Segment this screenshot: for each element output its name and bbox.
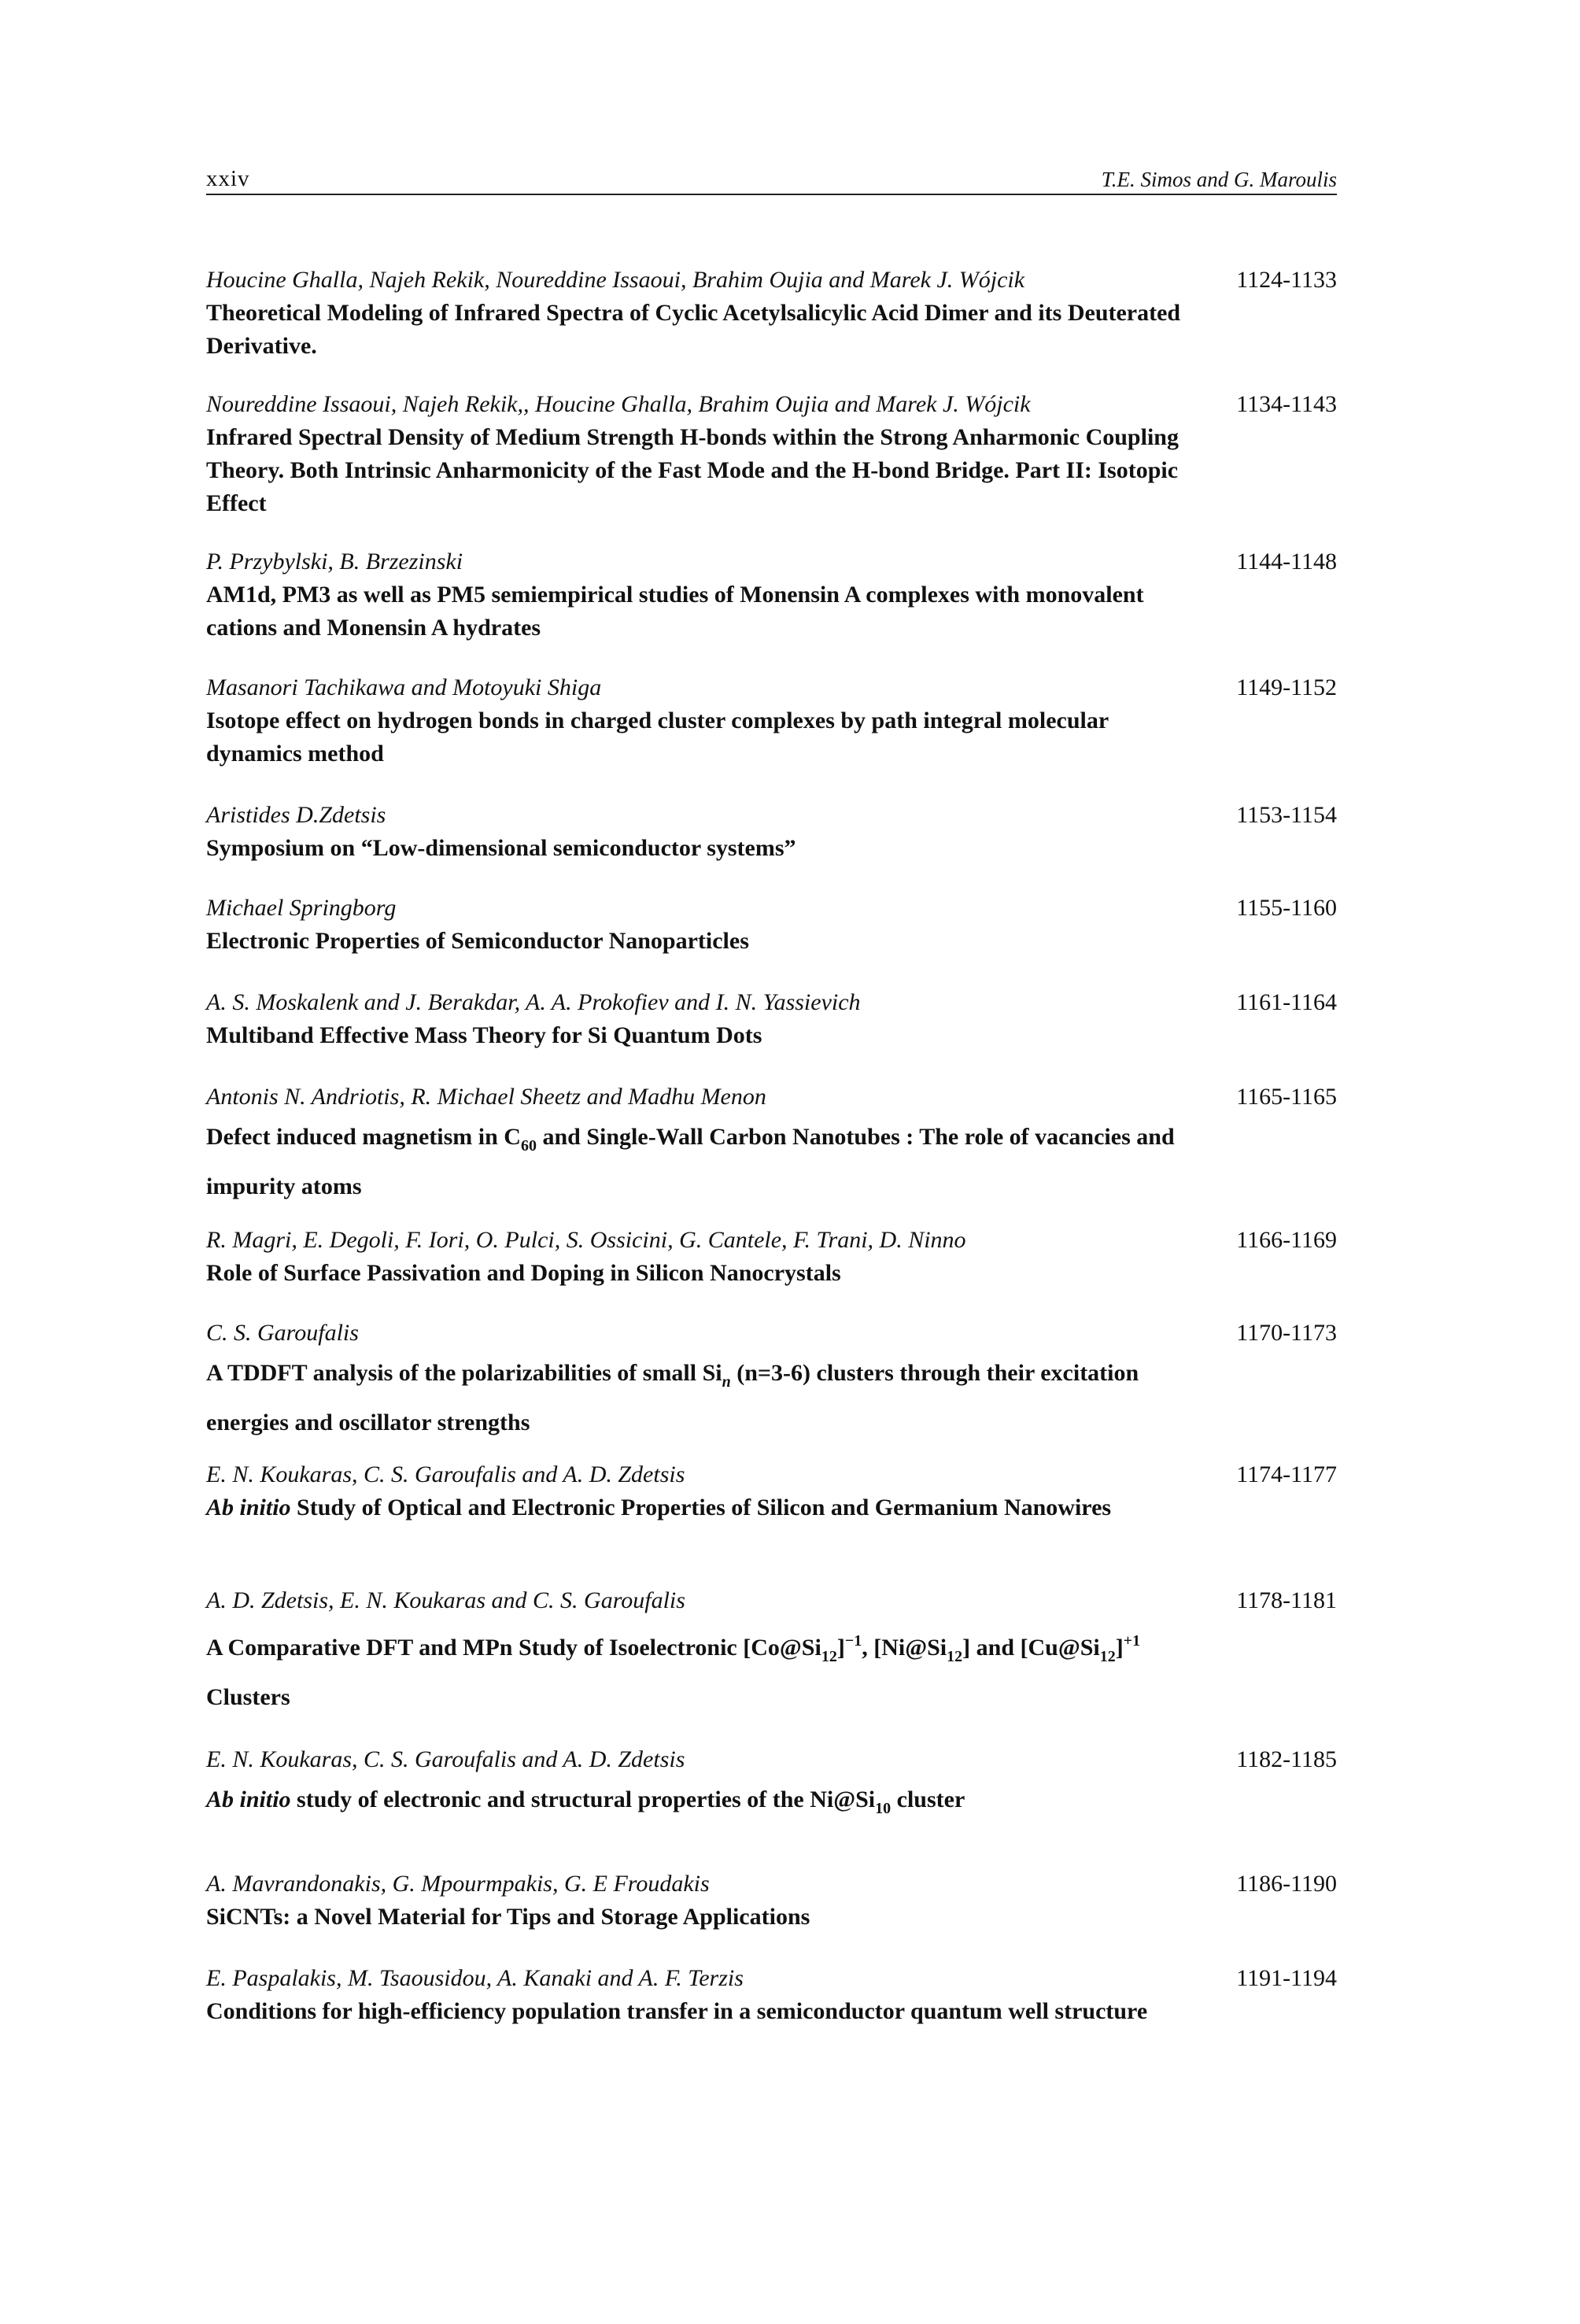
toc-entry (206, 892, 1337, 958)
toc-entry (206, 545, 1337, 645)
toc-entry (206, 1584, 1337, 1718)
entry-authors: P. Przybylski, B. Brzezinski (206, 549, 463, 575)
entry-pages: 1178-1181 (1236, 1587, 1337, 1613)
entry-pages: 1149-1152 (1236, 674, 1337, 700)
entry-pages: 1165-1165 (1236, 1084, 1337, 1110)
toc-entry (206, 1458, 1337, 1524)
entry-title: Theoretical Modeling of Infrared Spectra of Cyclic Acetylsalicylic Acid Dimer and its Deuterated Derivative. (206, 300, 1181, 359)
running-header-editors: T.E. Simos and G. Maroulis (1101, 168, 1337, 191)
toc-entry (206, 1317, 1337, 1443)
toc-entry (206, 264, 1337, 363)
entry-pages: 1155-1160 (1236, 895, 1337, 921)
entry-title: Role of Surface Passivation and Doping in Silicon Nanocrystals (206, 1260, 841, 1286)
entry-pages: 1124-1133 (1236, 267, 1337, 293)
toc-entry (206, 388, 1337, 520)
entry-authors: Masanori Tachikawa and Motoyuki Shiga (206, 674, 602, 700)
entry-pages: 1186-1190 (1236, 1871, 1337, 1897)
entry-authors: C. S. Garoufalis (206, 1320, 359, 1346)
entry-authors: Houcine Ghalla, Najeh Rekik, Noureddine Issaoui, Brahim Oujia and Marek J. Wójcik (206, 267, 1025, 293)
entry-title: Symposium on “Low-dimensional semiconductor systems” (206, 835, 796, 861)
entry-authors: Noureddine Issaoui, Najeh Rekik,, Houcine Ghalla, Brahim Oujia and Marek J. Wójcik (206, 391, 1031, 417)
entry-authors: Aristides D.Zdetsis (206, 802, 386, 828)
entry-title: Multiband Effective Mass Theory for Si Quantum Dots (206, 1022, 762, 1048)
toc-entry (206, 1962, 1337, 2028)
entry-authors: R. Magri, E. Degoli, F. Iori, O. Pulci, S. Ossicini, G. Cantele, F. Trani, D. Ninno (206, 1227, 966, 1253)
entry-authors: A. D. Zdetsis, E. N. Koukaras and C. S. Garoufalis (206, 1587, 685, 1613)
toc-entry (206, 799, 1337, 865)
entry-title: A TDDFT analysis of the polarizabilities of small $Si_n$ (n=3-6) clusters through their excitation energies and oscillator strengths (206, 1360, 1139, 1435)
toc-entry (206, 1081, 1337, 1207)
toc-entry (206, 986, 1337, 1052)
entry-pages: 1161-1164 (1236, 989, 1337, 1015)
entry-pages: 1191-1194 (1236, 1965, 1337, 1991)
entry-title: Defect induced magnetism in $C_{60}$ and Single-Wall Carbon Nanotubes : The role of vacancies and impurity atoms (206, 1124, 1175, 1199)
entry-title: SiCNTs: a Novel Material for Tips and Storage Applications (206, 1904, 810, 1930)
entry-pages: 1166-1169 (1236, 1227, 1337, 1253)
running-header (206, 162, 1337, 195)
page-number: xxiv (206, 166, 250, 191)
entry-title: Ab initio study of electronic and structural properties of the $Ni@Si_{10}$ cluster (206, 1786, 965, 1817)
entry-pages: 1170-1173 (1236, 1320, 1337, 1346)
entry-title: Electronic Properties of Semiconductor Nanoparticles (206, 928, 749, 954)
entry-pages: 1134-1143 (1236, 391, 1337, 417)
entry-authors: E. Paspalakis, M. Tsaousidou, A. Kanaki and A. F. Terzis (206, 1965, 744, 1991)
entry-title: Conditions for high-efficiency population transfer in a semiconductor quantum well structure (206, 1998, 1148, 2024)
entry-title: AM1d, PM3 as well as PM5 semiempirical studies of Monensin A complexes with monovalent cations and Monensin A hydrates (206, 582, 1144, 641)
toc-entry (206, 671, 1337, 770)
entry-authors: E. N. Koukaras, C. S. Garoufalis and A. D. Zdetsis (206, 1746, 685, 1772)
entry-title: Isotope effect on hydrogen bonds in charged cluster complexes by path integral molecular dynamics method (206, 708, 1109, 767)
entry-title: Infrared Spectral Density of Medium Strength H-bonds within the Strong Anharmonic Coupling Theory. Both Intrinsic Anharmonicity of the Fast Mode and the H-bond Bridge. Part II: Isotopic Effect (206, 424, 1179, 516)
entry-authors: Michael Springborg (206, 895, 397, 921)
entry-authors: A. Mavrandonakis, G. Mpourmpakis, G. E Froudakis (206, 1871, 710, 1897)
entry-pages: 1144-1148 (1236, 549, 1337, 575)
entry-pages: 1174-1177 (1236, 1461, 1337, 1487)
entry-authors: E. N. Koukaras, C. S. Garoufalis and A. D. Zdetsis (206, 1461, 685, 1487)
entry-title: A Comparative DFT and MPn Study of Isoelectronic $[Co@Si_{12}]^{-1}$, $[Ni@Si_{12}]$ and $[Cu@Si_{12}]^{+1}$ Clusters (206, 1632, 1141, 1710)
toc-entry (206, 1743, 1337, 1829)
entry-pages: 1182-1185 (1236, 1746, 1337, 1772)
toc-entry (206, 1868, 1337, 1934)
entry-pages: 1153-1154 (1236, 802, 1337, 828)
toc-entry (206, 1224, 1337, 1290)
entry-title: Ab initio Study of Optical and Electronic Properties of Silicon and Germanium Nanowires (206, 1495, 1112, 1520)
entry-authors: A. S. Moskalenk and J. Berakdar, A. A. Prokofiev and I. N. Yassievich (206, 989, 861, 1015)
entry-authors: Antonis N. Andriotis, R. Michael Sheetz and Madhu Menon (206, 1084, 766, 1110)
